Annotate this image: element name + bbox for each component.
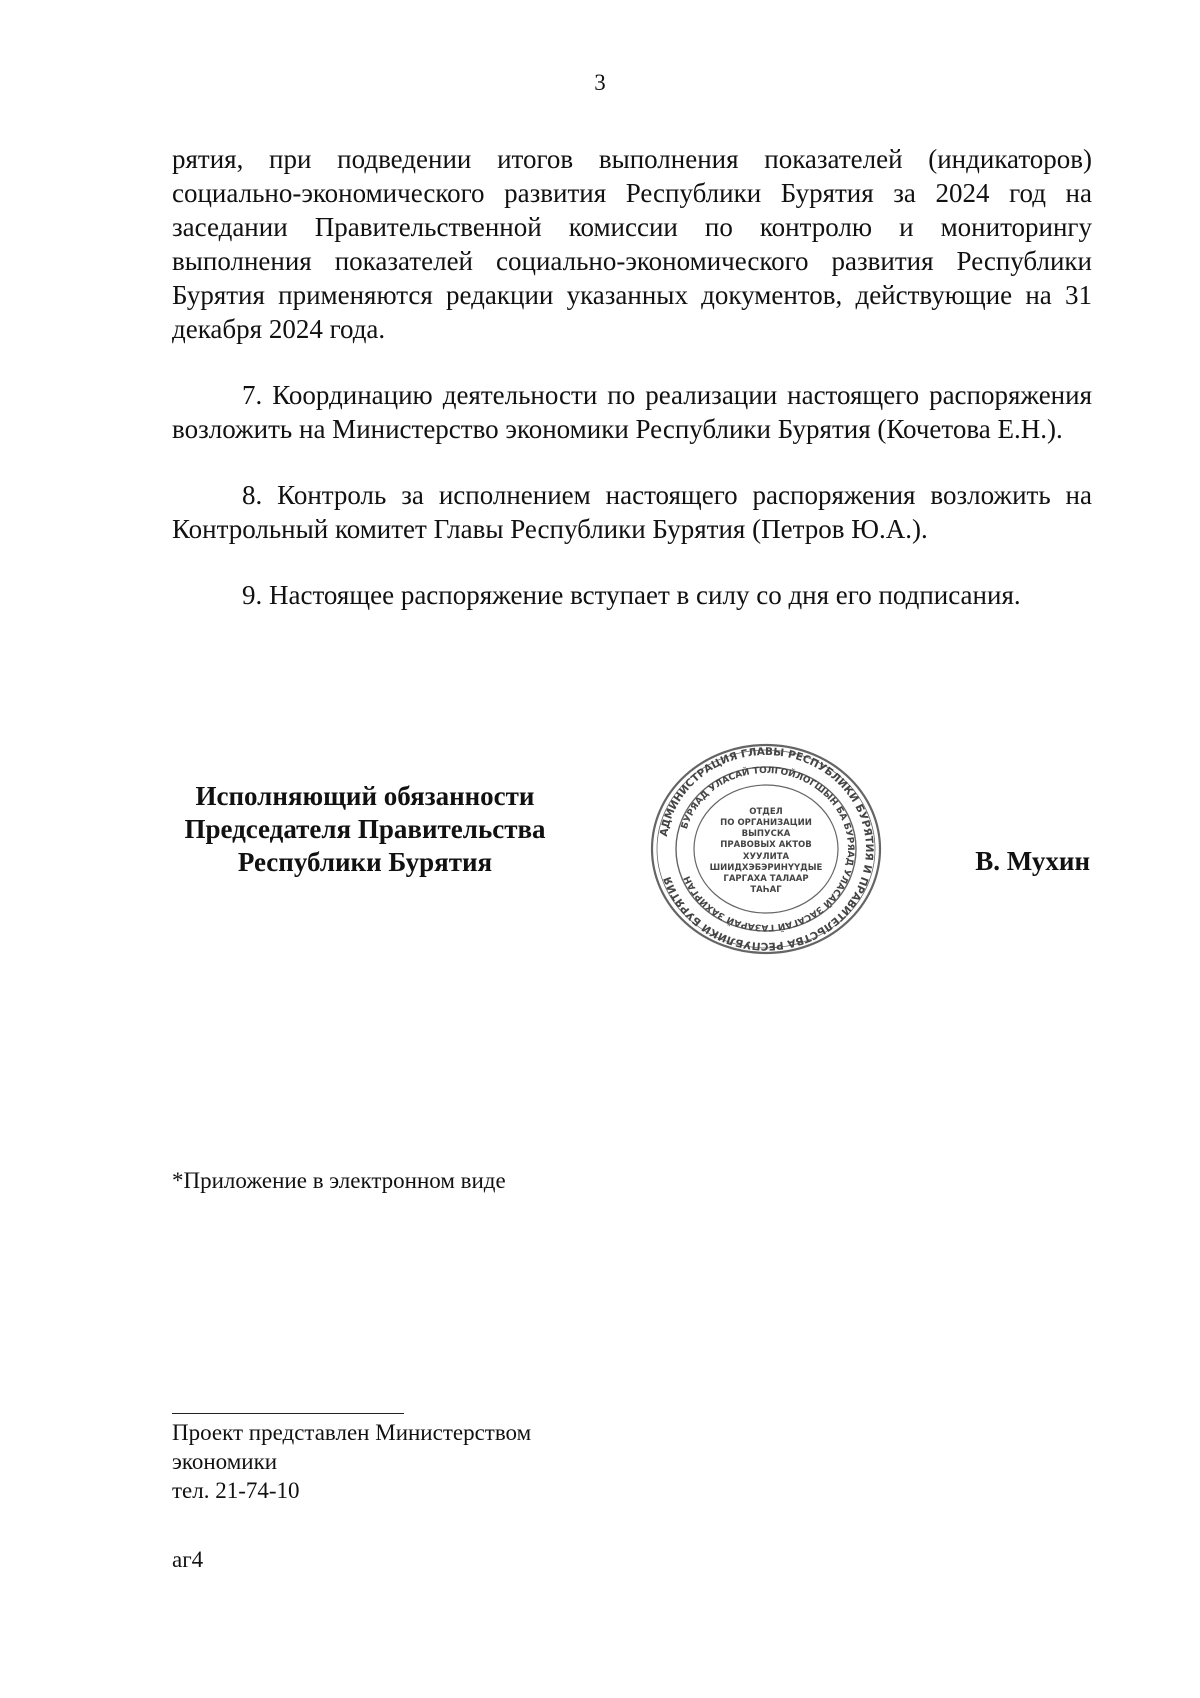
official-seal (648, 742, 884, 956)
seal-center-line: ОТДЕЛ (749, 807, 783, 817)
signer-title (170, 780, 560, 879)
seal-center-line: ТАҺАГ (750, 885, 782, 895)
seal-center-line: ПО ОРГАНИЗАЦИИ (720, 818, 812, 828)
seal-center-line: ГАРГАХА ТАЛААР (723, 874, 809, 884)
signer-title-line: Республики Бурятия (237, 847, 493, 877)
signer-title-line: Исполняющий обязанности (195, 781, 535, 811)
document-code: аг4 (172, 1547, 204, 1572)
paragraph-9: 9. Настоящее распоряжение вступает в силу со дня его подписания. (242, 580, 1021, 610)
paragraph-8: 8. Контроль за исполнением настоящего распоряжения возложить на Контрольный комитет Главы Республики Бурятия (Петров Ю.А.). (172, 480, 1092, 544)
paragraph-continuation: рятия, при подведении итогов выполнения показателей (индикаторов) социально-экономического развития Республики Бурятия за 2024 год на заседании Правительственной комиссии по контролю и мониторингу выполнения показателей социально-экономического развития Республики Бурятия применяются редакции указанных документов, действующие на 31 декабря 2024 года. (172, 144, 1092, 344)
page-number: 3 (594, 70, 606, 95)
seal-inner-ring-text: БУРЯАД УЛАСАЙ ТОЛГОЙЛОГШЫН БА БУРЯАД УЛАСАЙ ЗАСАГАЙ ГАЗАРАЙ ЗАХИРГАН (680, 765, 856, 933)
seal-center-line: ХУУЛИТА (742, 852, 790, 862)
footer-divider (172, 1413, 404, 1414)
attachment-note: *Приложение в электронном виде (172, 1168, 506, 1193)
signer-name: В. Мухин (975, 846, 1090, 876)
seal-center-line: ШИИДХЭБЭРИНҮҮДЫЕ (709, 863, 823, 873)
seal-outer-text: АДМИНИСТРАЦИЯ ГЛАВЫ РЕСПУБЛИКИ БУРЯТИЯ И ПРАВИТЕЛЬСТВА РЕСПУБЛИКИ БУРЯТИЯ (657, 745, 876, 953)
signer-title-line: Председателя Правительства (184, 814, 546, 844)
footer-line: тел. 21-74-10 (172, 1478, 300, 1503)
seal-center-line: ПРАВОВЫХ АКТОВ (720, 840, 812, 850)
seal-center-line: ВЫПУСКА (741, 829, 791, 839)
footer-info (172, 1418, 531, 1505)
footer-line: Проект представлен Министерством (172, 1420, 532, 1445)
paragraph-7: 7. Координацию деятельности по реализации настоящего распоряжения возложить на Министерство экономики Республики Бурятия (Кочетова Е.Н.). (172, 380, 1092, 444)
body-text (172, 142, 1092, 612)
footer-line: экономики (172, 1449, 278, 1474)
